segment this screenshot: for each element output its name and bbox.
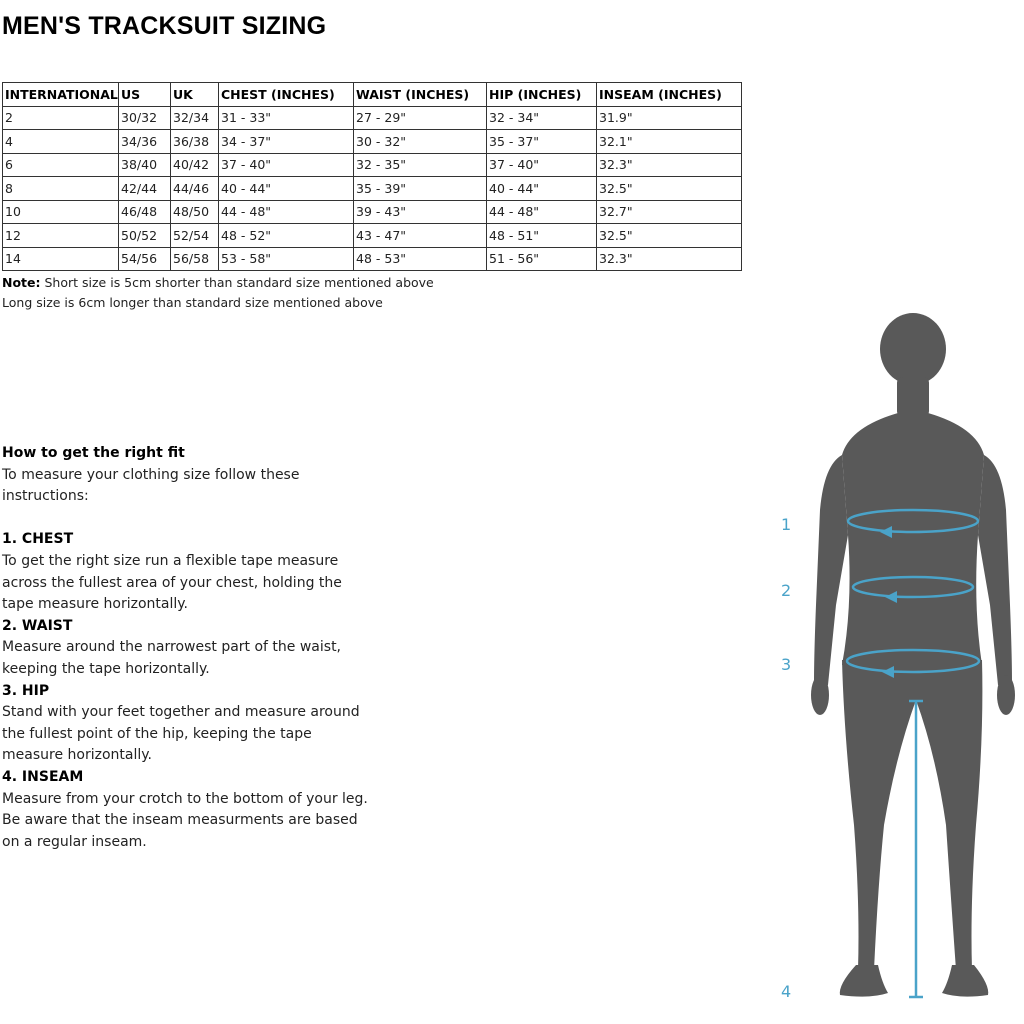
table-cell: 44/46 [171, 177, 219, 201]
marker-waist: 2 [781, 581, 792, 600]
guide-section-line: Measure from your crotch to the bottom of your leg. [2, 790, 368, 807]
table-row [3, 153, 742, 177]
marker-chest: 1 [781, 515, 792, 534]
guide-section-line: To get the right size run a flexible tape measure [2, 552, 339, 569]
table-cell: 34 - 37" [219, 130, 354, 154]
table-cell: 44 - 48" [487, 200, 597, 224]
table-cell: 32.5" [597, 224, 742, 248]
table-cell: 2 [3, 106, 119, 130]
guide-section-title: 1. CHEST [2, 531, 74, 548]
table-cell: 36/38 [171, 130, 219, 154]
column-header: UK [171, 83, 219, 107]
table-cell: 44 - 48" [219, 200, 354, 224]
table-row [3, 224, 742, 248]
table-row [3, 106, 742, 130]
table-cell: 32.3" [597, 247, 742, 271]
table-cell: 40 - 44" [219, 177, 354, 201]
note-line-short: Note: Short size is 5cm shorter than standard size mentioned above [2, 275, 434, 290]
page-title: MEN'S TRACKSUIT SIZING [2, 12, 327, 40]
table-cell: 51 - 56" [487, 247, 597, 271]
guide-section-title: 3. HIP [2, 682, 50, 699]
table-cell: 48 - 51" [487, 224, 597, 248]
marker-hip: 3 [781, 655, 792, 674]
body-measurement-figure [770, 305, 1024, 1020]
table-cell: 38/40 [119, 153, 171, 177]
table-cell: 50/52 [119, 224, 171, 248]
table-cell: 35 - 37" [487, 130, 597, 154]
table-cell: 34/36 [119, 130, 171, 154]
table-cell: 40/42 [171, 153, 219, 177]
guide-section-line: tape measure horizontally. [2, 596, 188, 613]
table-cell: 30/32 [119, 106, 171, 130]
table-cell: 42/44 [119, 177, 171, 201]
marker-inseam: 4 [781, 982, 792, 1001]
column-header: HIP (INCHES) [487, 83, 597, 107]
table-cell: 10 [3, 200, 119, 224]
guide-sections [2, 529, 382, 853]
table-body [3, 106, 742, 271]
table-cell: 27 - 29" [354, 106, 487, 130]
guide-intro-line: instructions: [2, 488, 89, 505]
table-cell: 32.3" [597, 153, 742, 177]
table-cell: 40 - 44" [487, 177, 597, 201]
table-cell: 39 - 43" [354, 200, 487, 224]
guide-section-title: 4. INSEAM [2, 768, 84, 785]
table-cell: 32.7" [597, 200, 742, 224]
guide-section-line: Stand with your feet together and measure around [2, 704, 360, 721]
guide-intro-line: To measure your clothing size follow these [2, 466, 300, 483]
table-cell: 8 [3, 177, 119, 201]
guide-section-line: Measure around the narrowest part of the waist, [2, 639, 342, 656]
fit-guide [2, 443, 382, 853]
table-cell: 37 - 40" [219, 153, 354, 177]
guide-section-line: the fullest point of the hip, keeping the tape [2, 725, 312, 742]
table-cell: 14 [3, 247, 119, 271]
table-row [3, 130, 742, 154]
guide-section-line: measure horizontally. [2, 747, 152, 764]
table-cell: 32 - 35" [354, 153, 487, 177]
table-cell: 4 [3, 130, 119, 154]
table-cell: 52/54 [171, 224, 219, 248]
table-cell: 32 - 34" [487, 106, 597, 130]
table-row [3, 177, 742, 201]
note-label: Note: [2, 275, 41, 290]
table-cell: 56/58 [171, 247, 219, 271]
note-line-long: Long size is 6cm longer than standard size mentioned above [2, 295, 383, 310]
size-notes [2, 273, 434, 313]
table-row [3, 200, 742, 224]
table-cell: 48 - 53" [354, 247, 487, 271]
table-cell: 37 - 40" [487, 153, 597, 177]
guide-section-title: 2. WAIST [2, 617, 73, 634]
guide-section-line: on a regular inseam. [2, 833, 147, 850]
size-table [2, 82, 742, 271]
table-cell: 48 - 52" [219, 224, 354, 248]
guide-section-line: Be aware that the inseam measurments are based [2, 812, 358, 829]
table-cell: 32/34 [171, 106, 219, 130]
human-silhouette-icon [770, 305, 1024, 1020]
column-header: INSEAM (INCHES) [597, 83, 742, 107]
table-cell: 46/48 [119, 200, 171, 224]
silhouette-body [811, 313, 1015, 997]
table-cell: 31 - 33" [219, 106, 354, 130]
table-cell: 12 [3, 224, 119, 248]
guide-section-line: across the fullest area of your chest, holding the [2, 574, 342, 591]
table-row [3, 247, 742, 271]
table-cell: 53 - 58" [219, 247, 354, 271]
table-cell: 48/50 [171, 200, 219, 224]
table-cell: 32.5" [597, 177, 742, 201]
table-cell: 43 - 47" [354, 224, 487, 248]
column-header: US [119, 83, 171, 107]
guide-heading: How to get the right fit [2, 445, 185, 461]
column-header: CHEST (INCHES) [219, 83, 354, 107]
table-cell: 6 [3, 153, 119, 177]
table-cell: 30 - 32" [354, 130, 487, 154]
table-cell: 31.9" [597, 106, 742, 130]
table-header-row [3, 83, 742, 107]
guide-section-line: keeping the tape horizontally. [2, 660, 210, 677]
table-cell: 35 - 39" [354, 177, 487, 201]
column-header: WAIST (INCHES) [354, 83, 487, 107]
column-header: INTERNATIONAL [3, 83, 119, 107]
table-cell: 54/56 [119, 247, 171, 271]
table-cell: 32.1" [597, 130, 742, 154]
